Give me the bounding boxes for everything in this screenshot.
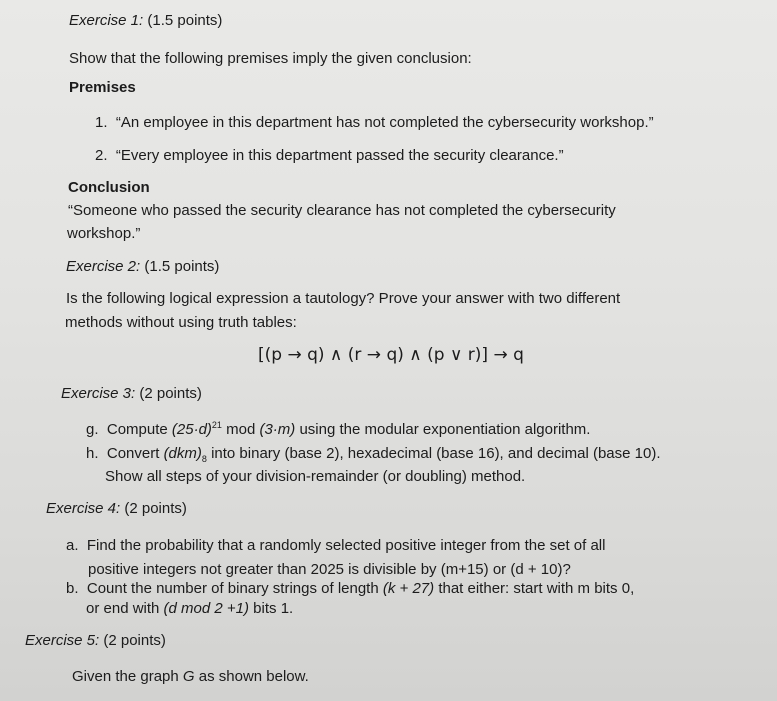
exercise-4-item-b: b. Count the number of binary strings of length (k + 27) that either: start with m bits 0, [66, 580, 635, 597]
exercise-5-title: Exercise 5: (2 points) [25, 632, 166, 649]
exercise-2-question: Is the following logical expression a tautology? Prove your answer with two different [66, 290, 621, 307]
exercise-1-title: Exercise 1: (1.5 points) [69, 12, 223, 29]
premises-heading: Premises [69, 79, 136, 96]
exercise-3-item-h: h. Convert $(dkm)_8$ into binary (base 2), hexadecimal (base 16), and decimal (base 10). [86, 445, 661, 464]
exercise-4-item-a-line2: positive integers not greater than 2025 is divisible by (m+15) or (d + 10)? [88, 561, 571, 578]
exercise-4-item-a: a. Find the probability that a randomly selected positive integer from the set of all [66, 537, 606, 554]
premise-item: 1. “An employee in this department has not completed the cybersecurity workshop.” [95, 114, 654, 131]
exercise-1-intro: Show that the following premises imply the given conclusion: [69, 50, 472, 67]
conclusion-heading: Conclusion [68, 179, 150, 196]
exercise-2-question: methods without using truth tables: [65, 314, 297, 331]
logical-expression: [(p → q) ∧ (r → q) ∧ (p ∨ r)] → q [258, 345, 524, 365]
exercise-3-item-h-line2: Show all steps of your division-remainder (or doubling) method. [105, 468, 526, 485]
premise-item: 2. “Every employee in this department passed the security clearance.” [95, 147, 564, 164]
exercise-3-item-g: g. Compute $(25\cdot d)^{21}$ mod (3·m) using the modular exponentiation algorithm. [86, 420, 591, 438]
exercise-3-title: Exercise 3: (2 points) [61, 385, 202, 402]
exercise-4-title: Exercise 4: (2 points) [46, 500, 187, 517]
exercise-5-graph-text: Given the graph G as shown below. [72, 668, 309, 685]
conclusion-text: “Someone who passed the security clearance has not completed the cybersecurity [68, 202, 616, 219]
exercise-4-item-b-line2: or end with (d mod 2 +1) bits 1. [86, 600, 294, 617]
exercise-2-title: Exercise 2: (1.5 points) [66, 258, 220, 275]
conclusion-text: workshop.” [67, 225, 141, 242]
